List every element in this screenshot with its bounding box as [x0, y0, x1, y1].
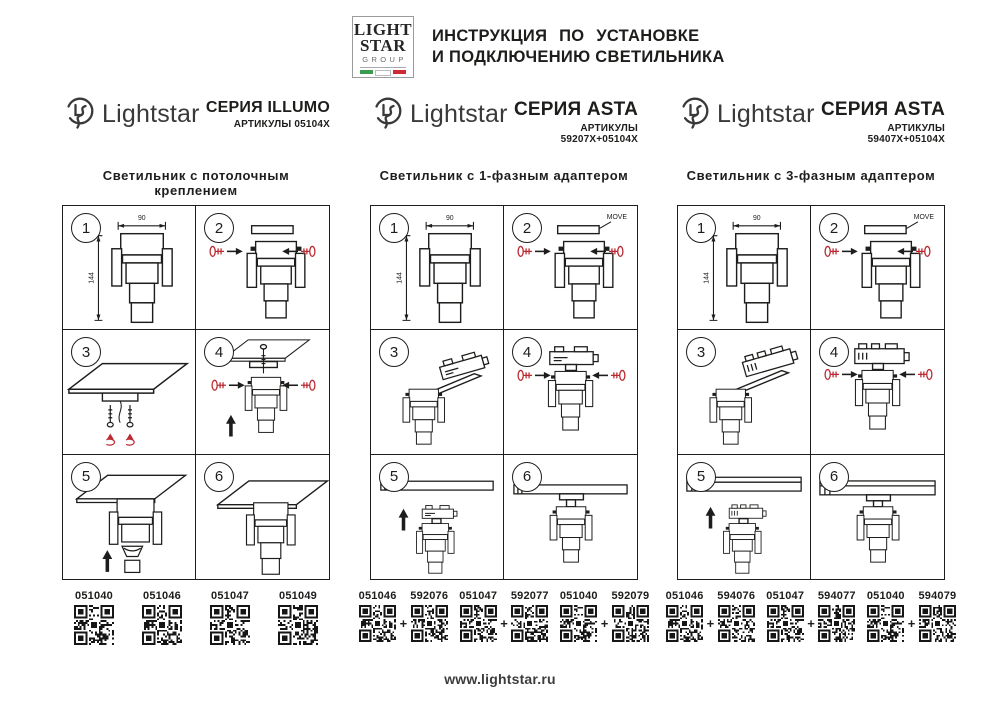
article-code-item — [68, 590, 120, 645]
lightstar-wordmark: Lightstar — [717, 99, 815, 128]
qr-code — [560, 605, 597, 642]
article-code-item — [272, 590, 324, 645]
column-header — [677, 95, 945, 145]
qr-code — [411, 605, 448, 642]
step-cell-4 — [196, 330, 329, 454]
plus-sign: + — [399, 615, 408, 631]
qr-code — [818, 605, 855, 642]
step-number: 5 — [379, 462, 409, 492]
article-pair — [865, 590, 959, 642]
step-cell-4 — [811, 330, 944, 454]
article-code-item — [664, 590, 706, 642]
qr-code — [210, 605, 250, 645]
footer-url: www.lightstar.ru — [444, 671, 556, 687]
series-title: СЕРИЯ ASTA — [821, 99, 945, 120]
document-title — [432, 26, 725, 67]
step-number: 6 — [819, 462, 849, 492]
step-number: 2 — [819, 213, 849, 243]
qr-code — [142, 605, 182, 645]
document-title-line-2: И ПОДКЛЮЧЕНИЮ СВЕТИЛЬНИКА — [432, 48, 725, 66]
logo-line-star: STAR — [359, 35, 407, 55]
article-code-item — [865, 590, 907, 642]
lightstar-bulb-icon — [62, 95, 98, 133]
step-cell-1 — [678, 206, 811, 330]
article-number: 592079 — [611, 590, 650, 602]
logo-line-light: LIGHT — [353, 20, 413, 39]
column-subtitle: Светильник с 1-фазным адаптером — [379, 168, 629, 183]
step-cell-6 — [504, 455, 637, 579]
series-articles: АРТИКУЛЫ 59207X+05104X — [560, 123, 638, 145]
qr-code — [74, 605, 114, 645]
step-cell-6 — [811, 455, 944, 579]
lightstar-brand — [370, 95, 508, 133]
step-number: 4 — [204, 337, 234, 367]
article-number: 051040 — [559, 590, 598, 602]
series-block — [508, 95, 638, 145]
qr-code — [767, 605, 804, 642]
article-number: 594077 — [817, 590, 856, 602]
series-title: СЕРИЯ ILLUMO — [205, 99, 330, 116]
lightstar-bulb-icon — [677, 95, 713, 133]
article-pair — [664, 590, 758, 642]
article-number: 592077 — [510, 590, 549, 602]
column-subtitle: Светильник с 3-фазным адаптером — [686, 168, 936, 183]
article-number: 594079 — [918, 590, 957, 602]
article-code-item — [609, 590, 651, 642]
step-number: 5 — [686, 462, 716, 492]
qr-code — [460, 605, 497, 642]
step-cell-1 — [371, 206, 504, 330]
plus-sign: + — [807, 615, 815, 631]
step-number: 3 — [71, 337, 101, 367]
step-number: 3 — [379, 337, 409, 367]
step-number: 4 — [819, 337, 849, 367]
svg-text:144: 144 — [88, 272, 96, 284]
step-cell-5 — [371, 455, 504, 579]
step-number: 5 — [71, 462, 101, 492]
svg-text:MOVE: MOVE — [606, 213, 628, 221]
document-title-line-1: ИНСТРУКЦИЯ ПО УСТАНОВКЕ — [432, 27, 700, 46]
article-code-item — [715, 590, 757, 642]
step-number: 1 — [379, 213, 409, 243]
italian-flag-stripe — [360, 67, 406, 76]
article-number: 051040 — [866, 590, 905, 602]
step-number: 1 — [686, 213, 716, 243]
article-number: 051049 — [279, 590, 317, 602]
column-subtitle: Светильник с потолочным креплением — [102, 168, 290, 198]
step-cell-1 — [63, 206, 196, 330]
qr-code — [666, 605, 703, 642]
article-number: 592076 — [410, 590, 449, 602]
svg-text:90: 90 — [137, 214, 146, 222]
article-code-item — [357, 590, 399, 642]
article-codes — [665, 590, 957, 642]
plus-sign: + — [500, 615, 508, 631]
article-pair — [357, 590, 451, 642]
article-pair — [457, 590, 551, 642]
step-cell-6 — [196, 455, 329, 579]
step-cell-2 — [504, 206, 637, 330]
svg-text:144: 144 — [703, 272, 711, 284]
qr-code — [511, 605, 548, 642]
step-cell-2 — [811, 206, 944, 330]
article-pair — [764, 590, 858, 642]
step-grid — [370, 205, 638, 580]
qr-code — [359, 605, 396, 642]
step-cell-5 — [63, 455, 196, 579]
step-cell-3 — [63, 330, 196, 454]
article-number: 051047 — [459, 590, 498, 602]
step-number: 4 — [512, 337, 542, 367]
article-codes — [358, 590, 650, 642]
svg-text:MOVE: MOVE — [913, 213, 935, 221]
column-asta-3phase — [665, 95, 957, 680]
lightstar-wordmark: Lightstar — [102, 99, 200, 128]
step-number: 6 — [204, 462, 234, 492]
step-number: 2 — [512, 213, 542, 243]
article-code-item — [408, 590, 450, 642]
lightstar-group-logo — [352, 16, 414, 78]
series-articles: АРТИКУЛЫ 05104X — [233, 119, 330, 130]
step-cell-5 — [678, 455, 811, 579]
qr-code — [612, 605, 649, 642]
article-number: 051047 — [211, 590, 249, 602]
step-grid — [677, 205, 945, 580]
step-number: 3 — [686, 337, 716, 367]
article-number: 594076 — [717, 590, 756, 602]
step-cell-3 — [371, 330, 504, 454]
column-illumo — [62, 95, 330, 680]
series-title: СЕРИЯ ASTA — [514, 99, 638, 120]
plus-sign: + — [907, 615, 916, 631]
footer — [0, 671, 1000, 687]
article-codes — [62, 590, 330, 645]
series-articles: АРТИКУЛЫ 59407X+05104X — [867, 123, 945, 145]
qr-code — [718, 605, 755, 642]
article-code-item — [136, 590, 188, 645]
step-grid — [62, 205, 330, 580]
qr-code — [919, 605, 956, 642]
article-code-item — [204, 590, 256, 645]
article-code-item — [558, 590, 600, 642]
article-code-item — [816, 590, 858, 642]
header — [352, 16, 725, 78]
article-number: 051040 — [75, 590, 113, 602]
svg-text:144: 144 — [396, 272, 404, 284]
lightstar-wordmark: Lightstar — [410, 99, 508, 128]
column-header — [62, 95, 330, 145]
article-number: 051047 — [766, 590, 805, 602]
article-number: 051046 — [143, 590, 181, 602]
plus-sign: + — [706, 615, 715, 631]
step-number: 6 — [512, 462, 542, 492]
lightstar-brand — [62, 95, 200, 133]
article-number: 051046 — [665, 590, 704, 602]
lightstar-bulb-icon — [370, 95, 406, 133]
series-block — [815, 95, 945, 145]
article-code-item — [457, 590, 499, 642]
column-header — [370, 95, 638, 145]
step-cell-2 — [196, 206, 329, 330]
step-number: 2 — [204, 213, 234, 243]
logo-line-group: GROUP — [362, 55, 407, 65]
svg-text:90: 90 — [445, 214, 454, 222]
qr-code — [278, 605, 318, 645]
lightstar-brand — [677, 95, 815, 133]
article-code-item — [509, 590, 551, 642]
qr-code — [867, 605, 904, 642]
step-number: 1 — [71, 213, 101, 243]
article-number: 051046 — [358, 590, 397, 602]
svg-text:90: 90 — [752, 214, 761, 222]
article-code-item — [916, 590, 958, 642]
column-asta-1phase — [358, 95, 650, 680]
article-pair — [558, 590, 652, 642]
step-cell-4 — [504, 330, 637, 454]
step-cell-3 — [678, 330, 811, 454]
plus-sign: + — [600, 615, 609, 631]
series-block — [206, 95, 330, 130]
article-code-item — [764, 590, 806, 642]
